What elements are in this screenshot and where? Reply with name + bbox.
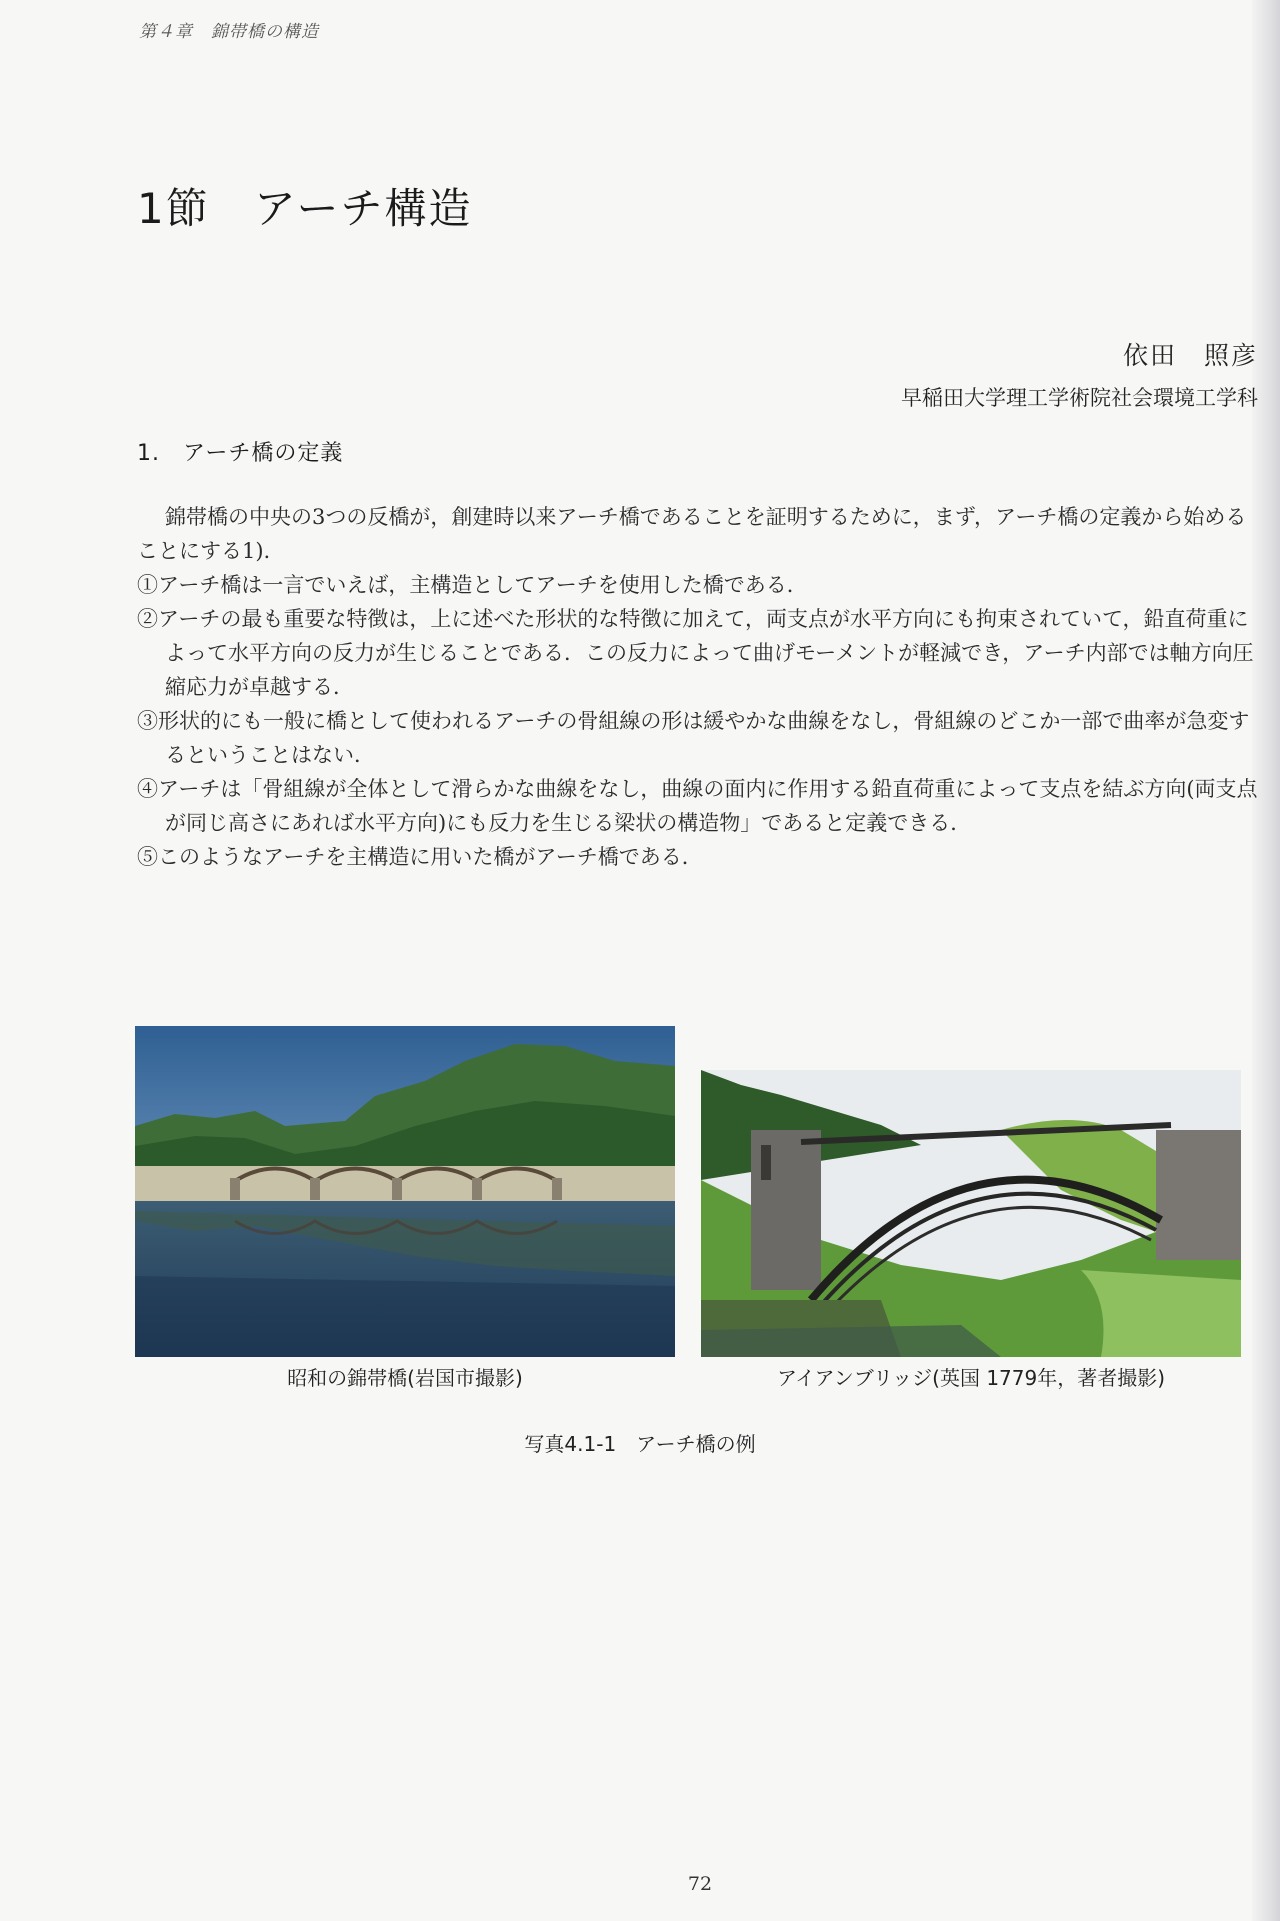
kintaikyo-photo-image (135, 1026, 675, 1357)
list-item: ②アーチの最も重要な特徴は，上に述べた形状的な特徴に加えて，両支点が水平方向にも拘束されていて，鉛直荷重によって水平方向の反力が生じることである．この反力によって曲げモーメントが軽減でき，アーチ内部では軸方向圧縮応力が卓越する． (137, 607, 1254, 699)
intro-paragraph: 錦帯橋の中央の3つの反橋が，創建時以来アーチ橋であることを証明するために，まず，アーチ橋の定義から始めることにする1). (137, 505, 1247, 563)
page-number: 72 (687, 1873, 713, 1895)
list-item: ③形状的にも一般に橋として使われるアーチの骨組線の形は緩やかな曲線をなし，骨組線のどこか一部で曲率が急変するということはない． (137, 709, 1250, 767)
page-edge-shadow (1252, 0, 1280, 1921)
author-block (901, 336, 1258, 412)
author-affiliation: 早稲田大学理工学術院社会環境工学科 (901, 386, 1258, 410)
photo-kintaikyo (135, 1026, 675, 1357)
subsection-heading: 1. アーチ橋の定義 (137, 441, 344, 466)
list-item: ①アーチ橋は一言でいえば，主構造としてアーチを使用した橋である． (137, 573, 808, 597)
body-text (137, 500, 1259, 874)
photo-iron-bridge (701, 1070, 1241, 1357)
list-item: ⑤このようなアーチを主構造に用いた橋がアーチ橋である． (137, 845, 703, 869)
photo-caption-kintaikyo: 昭和の錦帯橋(岩国市撮影) (287, 1366, 523, 1390)
running-head: 第４章 錦帯橋の構造 (139, 22, 319, 42)
figure-caption: 写真4.1-1 アーチ橋の例 (524, 1432, 756, 1456)
list-item: ④アーチは「骨組線が全体として滑らかな曲線をなし，曲線の面内に作用する鉛直荷重によって支点を結ぶ方向(両支点が同じ高さにあれば水平方向)にも反力を生じる梁状の構造物」であると定義できる． (137, 777, 1258, 835)
photo-caption-iron-bridge: アイアンブリッジ(英国 1779年，著者撮影) (776, 1366, 1166, 1390)
section-title: 1節 アーチ構造 (137, 184, 473, 233)
author-name: 依田 照彦 (1122, 341, 1258, 370)
iron-bridge-photo-image (701, 1070, 1241, 1357)
